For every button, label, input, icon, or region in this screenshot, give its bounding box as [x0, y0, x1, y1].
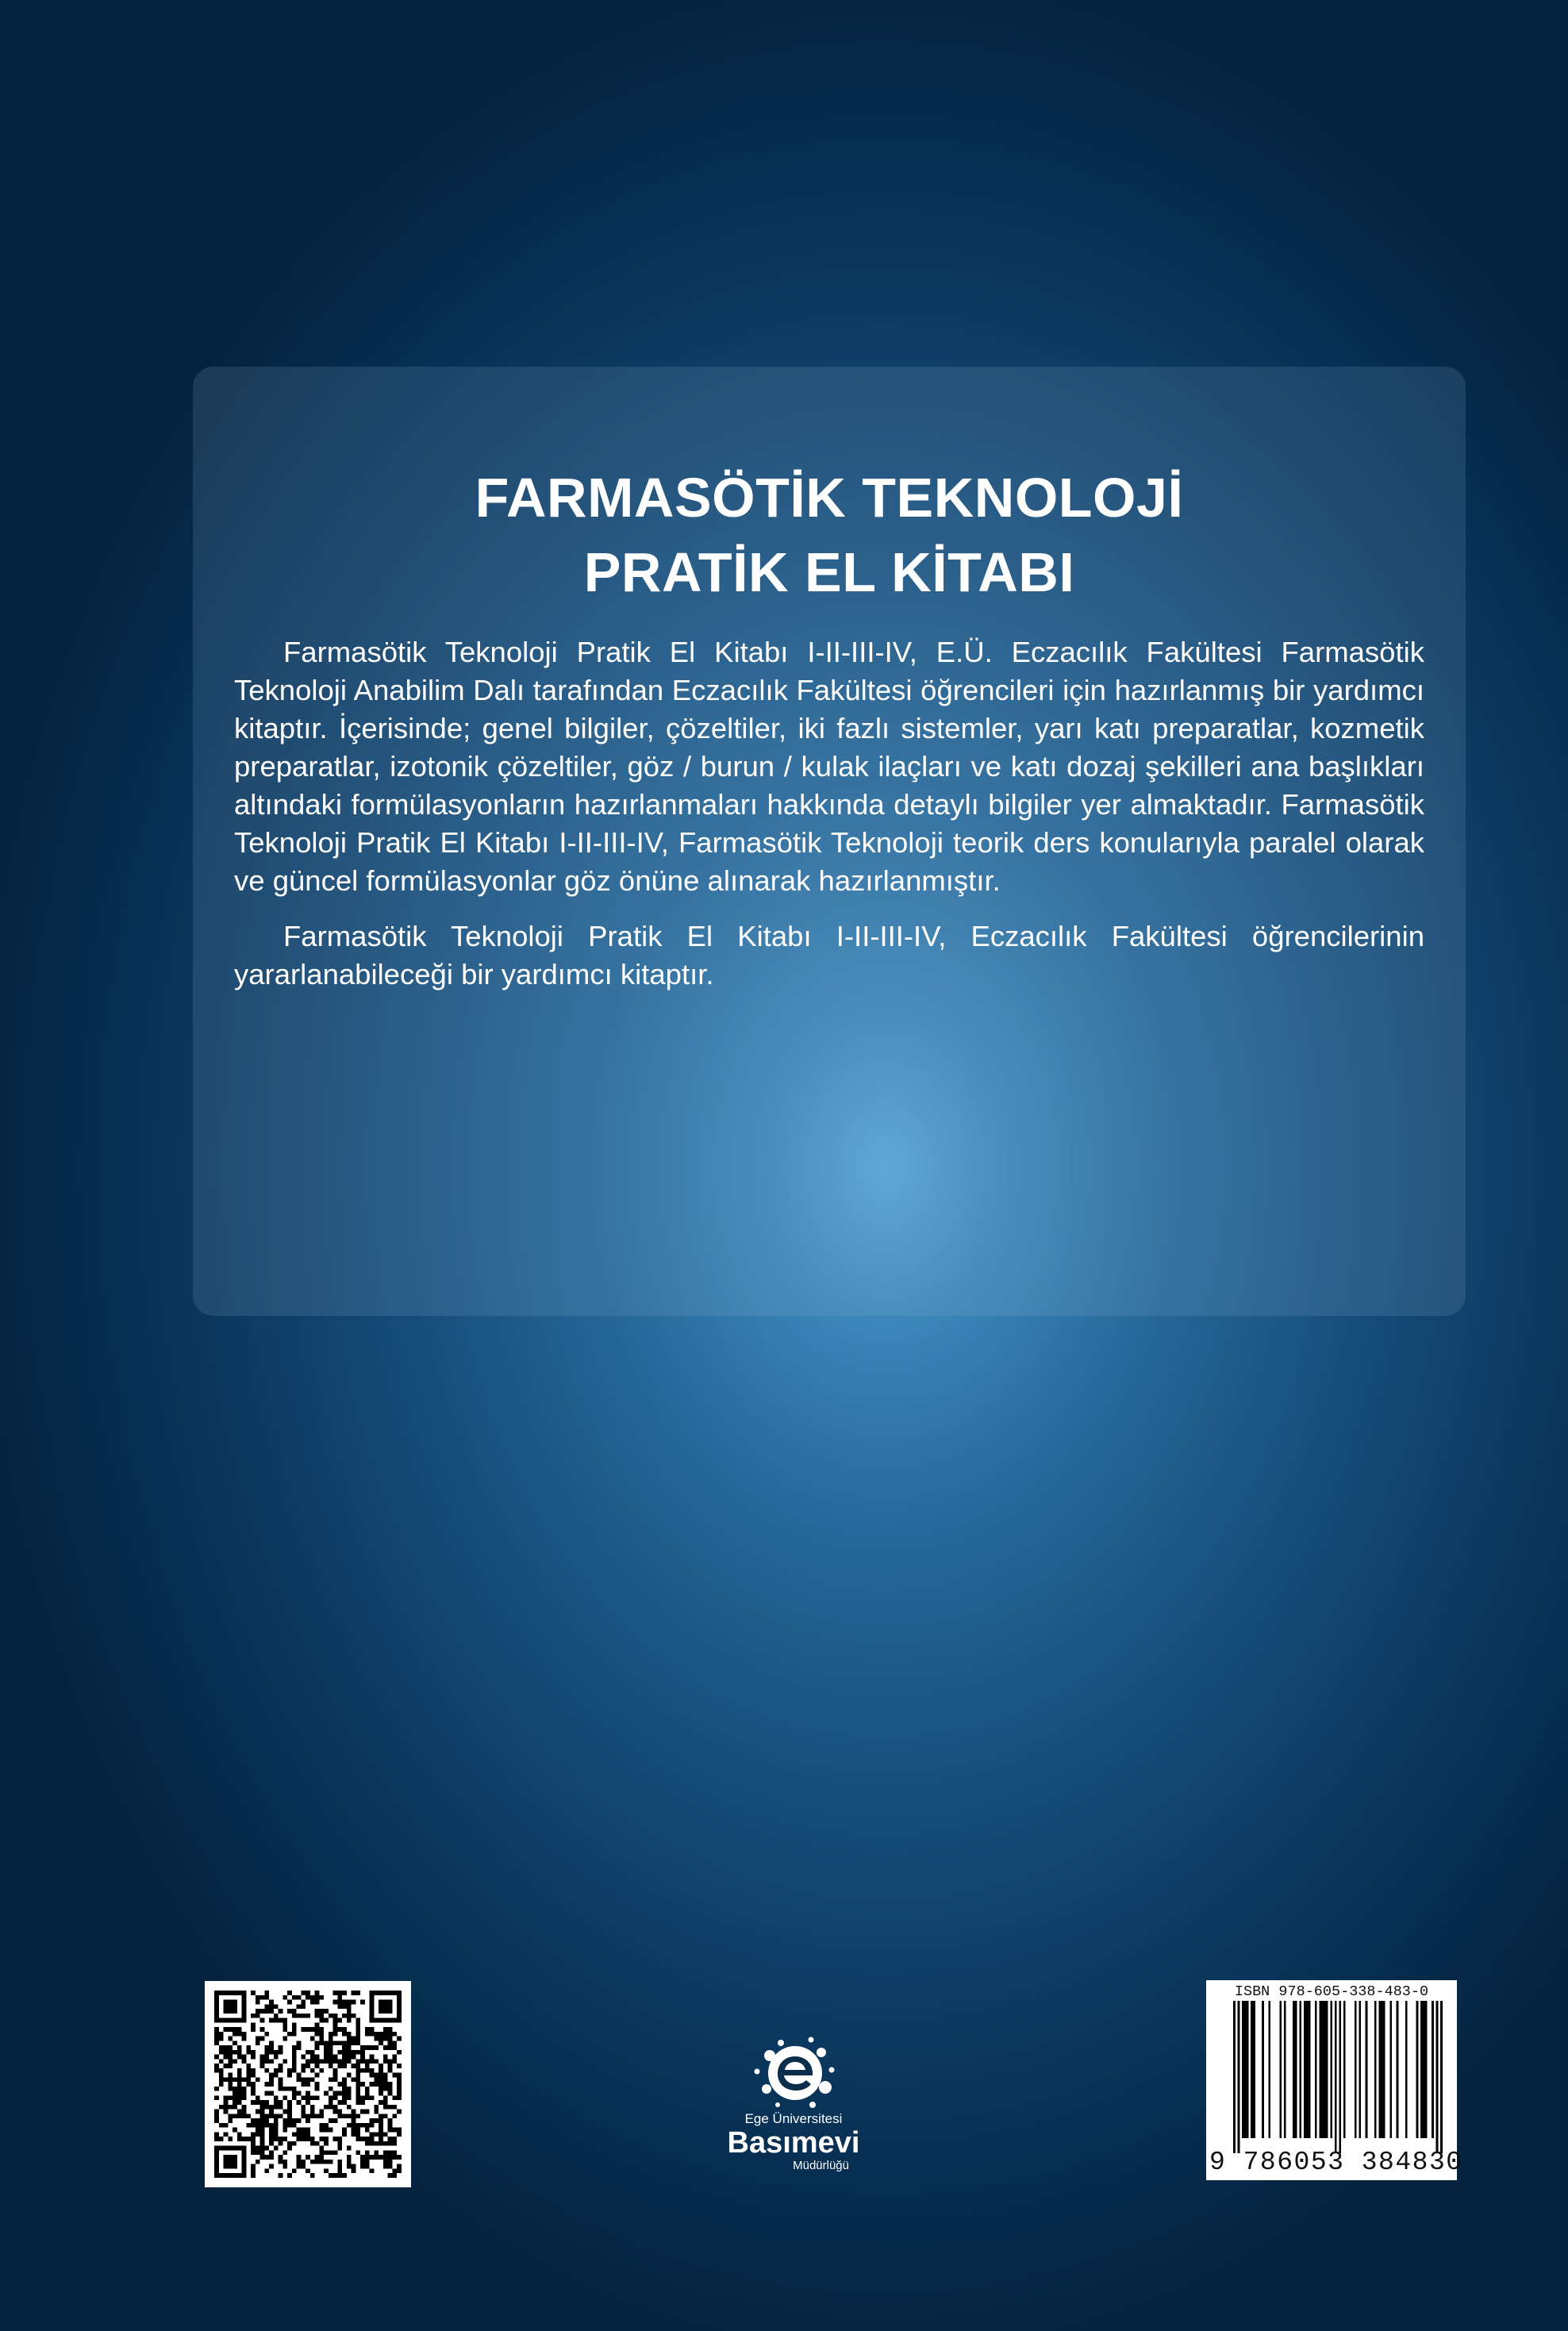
- barcode-bar: [1251, 2001, 1253, 2138]
- barcode-bar: [1233, 2001, 1236, 2153]
- barcode-bar: [1423, 2001, 1425, 2138]
- barcode-bar: [1268, 2001, 1270, 2138]
- barcode-bar: [1299, 2001, 1301, 2138]
- barcode-bar: [1293, 2001, 1295, 2138]
- barcode-bar: [1440, 2001, 1443, 2153]
- barcode-bar: [1284, 2001, 1286, 2138]
- barcode-bar: [1295, 2001, 1297, 2138]
- barcode-bar: [1244, 2001, 1247, 2138]
- barcode-bar: [1247, 2001, 1249, 2138]
- barcode-bar: [1405, 2001, 1408, 2138]
- barcode-bar: [1432, 2001, 1434, 2138]
- barcode-bar: [1330, 2001, 1332, 2138]
- ink-splash-e-icon: [746, 2032, 841, 2119]
- barcode-bar: [1308, 2001, 1310, 2138]
- barcode-bar: [1436, 2001, 1439, 2153]
- barcode-bar: [1366, 2001, 1368, 2138]
- barcode-bar: [1355, 2001, 1357, 2138]
- title-line-2: PRATİK EL KİTABI: [583, 541, 1075, 603]
- description-paragraph-1: Farmasötik Teknoloji Pratik El Kitabı I-II-III-IV, E.Ü. Eczacılık Fakültesi Farmasötik Teknoloji Anabilim Dalı tarafından Eczacılık Fakültesi öğrencileri için hazırlanmış bir yardımcı kitaptır. İçerisinde; genel bilgiler, çözeltiler, iki fazlı sistemler, yarı katı preparatlar, kozmetik preparatlar, izotonik çözeltiler, göz / burun / kulak ilaçları ve katı dozaj şekilleri ana başlıkları altındaki formülasyonların hazırlanmaları hakkında detaylı bilgiler yer almaktadır. Farmasötik Teknoloji Pratik El Kitabı I-II-III-IV, Farmasötik Teknoloji teorik ders konularıyla paralel olarak ve güncel formülasyonlar göz önüne alınarak hazırlanmıştır.: [234, 636, 1424, 897]
- isbn-digits: 9 786053 384830: [1209, 2148, 1463, 2177]
- barcode-bar: [1416, 2001, 1419, 2138]
- barcode-bar: [1321, 2001, 1324, 2138]
- description-paragraph-2: Farmasötik Teknoloji Pratik El Kitabı I-II-III-IV, Eczacılık Fakültesi öğrencilerinin yararlanabileceği bir yardımcı kitaptır.: [234, 920, 1424, 990]
- barcode-bar: [1425, 2001, 1428, 2138]
- barcode-bar: [1420, 2001, 1423, 2138]
- barcode-bar: [1319, 2001, 1321, 2138]
- barcode-bar: [1324, 2001, 1326, 2138]
- publisher-name: Basımevi: [727, 2126, 860, 2160]
- barcode-bar: [1326, 2001, 1328, 2138]
- barcode-bar: [1343, 2001, 1346, 2138]
- barcode-bar: [1304, 2001, 1306, 2138]
- barcode-bar: [1383, 2001, 1385, 2138]
- publisher-university: Ege Üniversitesi: [744, 2111, 843, 2126]
- barcode-bar: [1397, 2001, 1399, 2138]
- barcode-bar: [1381, 2001, 1383, 2138]
- barcode-bar: [1359, 2001, 1361, 2138]
- publisher-logo: [714, 2032, 873, 2183]
- description-panel: [193, 367, 1466, 1316]
- barcode-bar: [1279, 2001, 1282, 2138]
- book-description: [234, 633, 1424, 1011]
- barcode-bar: [1242, 2001, 1244, 2138]
- barcode-bar: [1253, 2001, 1255, 2138]
- barcode-bar: [1306, 2001, 1309, 2138]
- qr-code-icon: [205, 1981, 411, 2187]
- book-title: [193, 460, 1466, 610]
- barcode-bar: [1262, 2001, 1264, 2138]
- barcode-icon: [1233, 2001, 1443, 2153]
- isbn-barcode: [1206, 1980, 1463, 2180]
- barcode-bar: [1374, 2001, 1377, 2138]
- barcode-bar: [1389, 2001, 1392, 2138]
- publisher-department: Müdürlüğü: [793, 2159, 849, 2172]
- barcode-bar: [1315, 2001, 1317, 2138]
- isbn-label: ISBN 978-605-338-483-0: [1234, 1983, 1429, 2000]
- barcode-bar: [1335, 2001, 1337, 2153]
- barcode-bar: [1339, 2001, 1341, 2153]
- barcode-bar: [1238, 2001, 1240, 2153]
- barcode-bar: [1378, 2001, 1381, 2138]
- title-line-1: FARMASÖTİK TEKNOLOJİ: [475, 467, 1184, 529]
